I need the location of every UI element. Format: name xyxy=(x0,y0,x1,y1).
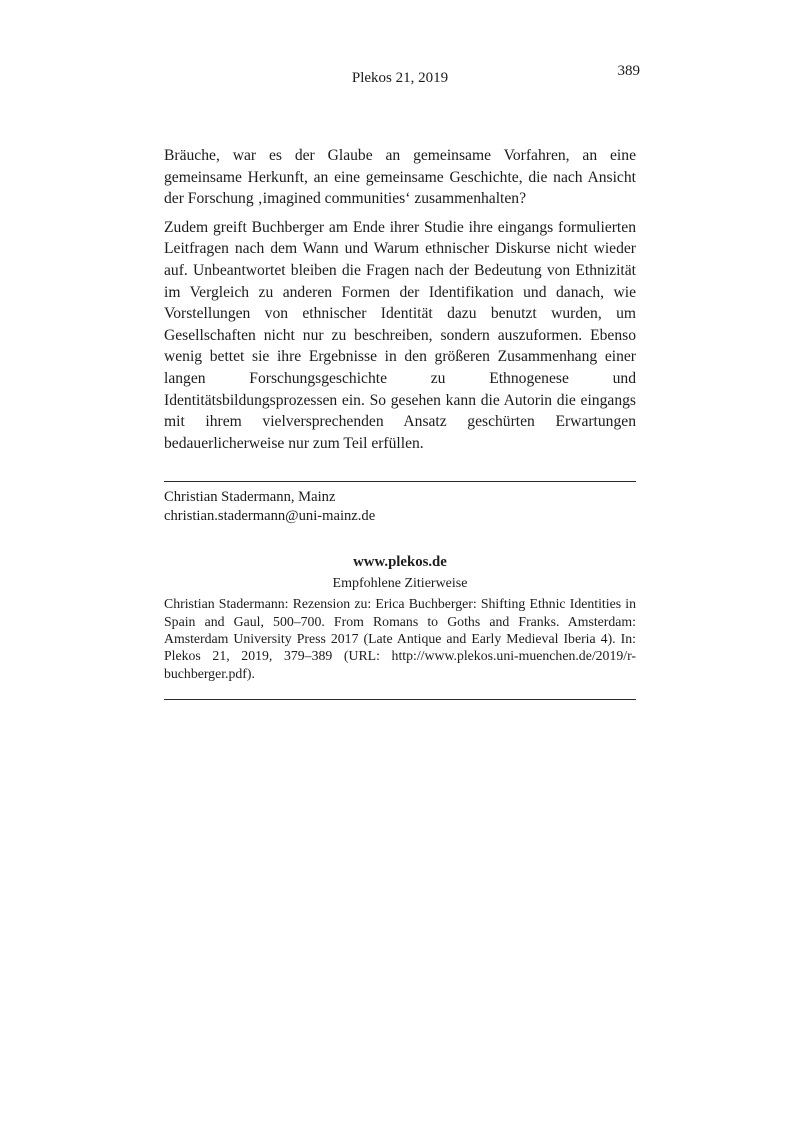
footer-divider xyxy=(164,699,636,700)
page-number: 389 xyxy=(617,63,640,79)
running-head xyxy=(164,63,640,92)
signature-divider xyxy=(164,481,636,482)
citation-heading: Empfohlene Zitierweise xyxy=(332,576,468,592)
citation-text: Christian Stadermann: Rezension zu: Erica Buchberger: Shifting Ethnic Identities in Spain and Gaul, 500–700. From Romans to Goths and Franks. Amsterdam: Amsterdam University Press 2017 (Late Antique and Early Medieval Iberia 4). In: Plekos 21, 2019, 379–389 (URL: http://www.plekos.uni-muenchen.de/2019/r-buchberger.pdf). xyxy=(164,596,636,681)
text-column xyxy=(164,63,640,700)
body-paragraph-1: Bräuche, war es der Glaube an gemeinsame Vorfahren, an eine gemeinsame Herkunft, an eine gemeinsame Geschichte, die nach Ansicht der Forschung ‚imagined communities‘ zusammenhalten? xyxy=(164,147,636,208)
journal-website: www.plekos.de xyxy=(353,554,447,571)
signature-block xyxy=(164,488,636,525)
body-paragraph-2: Zudem greift Buchberger am Ende ihrer Studie ihre eingangs formulierten Leitfragen nach dem Wann und Warum ethnischer Diskurse nicht wieder auf. Unbeantwortet bleiben die Fragen nach der Bedeutung von Ethnizität im Vergleich zu anderen Formen der Identifikation und danach, wie Vorstellungen von ethnischer Identität dazu benutzt wurden, um Gesellschaften nicht nur zu beschreiben, sondern auszuformen. Ebenso wenig bettet sie ihre Ergebnisse in den größeren Zusammenhang einer langen Forschungsgeschichte zu Ethnogenese und Identitätsbildungsprozessen ein. So gesehen kann die Autorin die eingangs mit ihrem vielversprechenden Ansatz geschürten Erwartungen bedauerlicherweise nur zum Teil erfüllen. xyxy=(164,218,636,452)
author-email: christian.stadermann@uni-mainz.de xyxy=(164,507,376,524)
author-name: Christian Stadermann, Mainz xyxy=(164,489,336,506)
journal-header: Plekos 21, 2019 xyxy=(351,70,449,86)
body-text xyxy=(164,145,636,454)
